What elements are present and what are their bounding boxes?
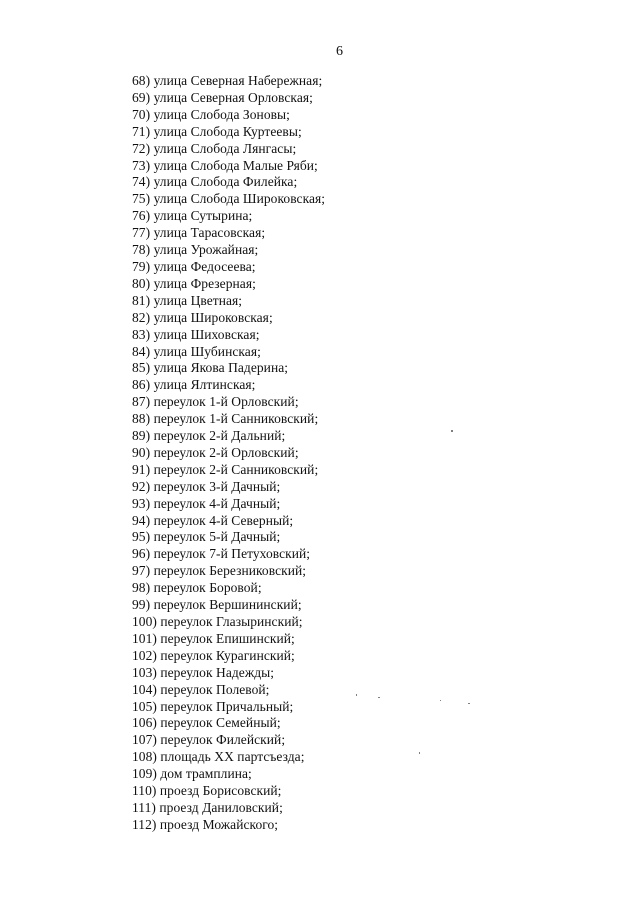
list-item: 90) переулок 2-й Орловский;: [132, 444, 299, 460]
list-item: 99) переулок Вершининский;: [132, 597, 302, 613]
list-item: 88) переулок 1-й Санниковский;: [132, 411, 319, 427]
scan-speck: [378, 697, 380, 698]
list-item: 84) улица Шубинская;: [132, 343, 261, 359]
list-item: 106) переулок Семейный;: [132, 715, 281, 731]
list-item: 79) улица Федосеева;: [132, 258, 256, 274]
list-item: 68) улица Северная Набережная;: [132, 73, 323, 88]
list-item: 100) переулок Глазыринский;: [132, 614, 303, 629]
list-item: 111) проезд Даниловский;: [132, 799, 283, 815]
list-item: 70) улица Слобода Зоновы;: [132, 106, 290, 122]
list-item: 75) улица Слобода Широковская;: [132, 191, 326, 207]
scan-speck: [356, 694, 357, 696]
list-item: 107) переулок Филейский;: [132, 732, 286, 748]
list-item: 102) переулок Курагинский;: [132, 647, 295, 663]
list-item: 76) улица Сутырина;: [132, 208, 253, 224]
list-item: 83) улица Шиховская;: [132, 326, 260, 342]
list-item: 73) улица Слобода Малые Ряби;: [132, 157, 318, 173]
list-item: 93) переулок 4-й Дачный;: [132, 495, 281, 511]
list-item: 103) переулок Надежды;: [132, 664, 275, 680]
list-item: 105) переулок Причальный;: [132, 698, 294, 714]
list-item: 85) улица Якова Падерина;: [132, 360, 289, 376]
scan-speck: [419, 752, 420, 754]
list-item: 104) переулок Полевой;: [132, 681, 270, 697]
list-item: 89) переулок 2-й Дальний;: [132, 428, 286, 444]
scan-speck: [468, 703, 470, 704]
list-item: 94) переулок 4-й Северный;: [132, 512, 294, 528]
scan-speck: [440, 700, 441, 701]
list-item: 82) улица Широковская;: [132, 309, 273, 325]
list-item: 72) улица Слобода Лянгасы;: [132, 140, 297, 156]
list-item: 87) переулок 1-й Орловский;: [132, 394, 299, 410]
list-item: 112) проезд Можайского;: [132, 816, 279, 832]
list-item: 80) улица Фрезерная;: [132, 275, 256, 291]
list-item: 91) переулок 2-й Санниковский;: [132, 461, 319, 477]
list-item: 92) переулок 3-й Дачный;: [132, 478, 281, 494]
list-item: 81) улица Цветная;: [132, 292, 243, 308]
list-item: 109) дом трамплина;: [132, 766, 252, 782]
scan-speck: [451, 430, 453, 432]
list-item: 86) улица Ялтинская;: [132, 377, 256, 393]
list-item: 98) переулок Боровой;: [132, 580, 262, 596]
list-item: 110) проезд Борисовский;: [132, 783, 282, 799]
list-item: 101) переулок Епишинский;: [132, 630, 295, 646]
page-number: 6: [336, 44, 343, 59]
street-list: [132, 73, 325, 834]
list-item: 95) переулок 5-й Дачный;: [132, 529, 281, 545]
list-item: 96) переулок 7-й Петуховский;: [132, 546, 311, 562]
list-item: 97) переулок Березниковский;: [132, 563, 307, 579]
list-item: 77) улица Тарасовская;: [132, 225, 266, 241]
list-item: 74) улица Слобода Филейка;: [132, 174, 298, 190]
list-item: 108) площадь ХХ партсъезда;: [132, 749, 305, 765]
list-item: 71) улица Слобода Куртеевы;: [132, 123, 302, 139]
list-item: 69) улица Северная Орловская;: [132, 89, 313, 105]
list-item: 78) улица Урожайная;: [132, 242, 259, 258]
